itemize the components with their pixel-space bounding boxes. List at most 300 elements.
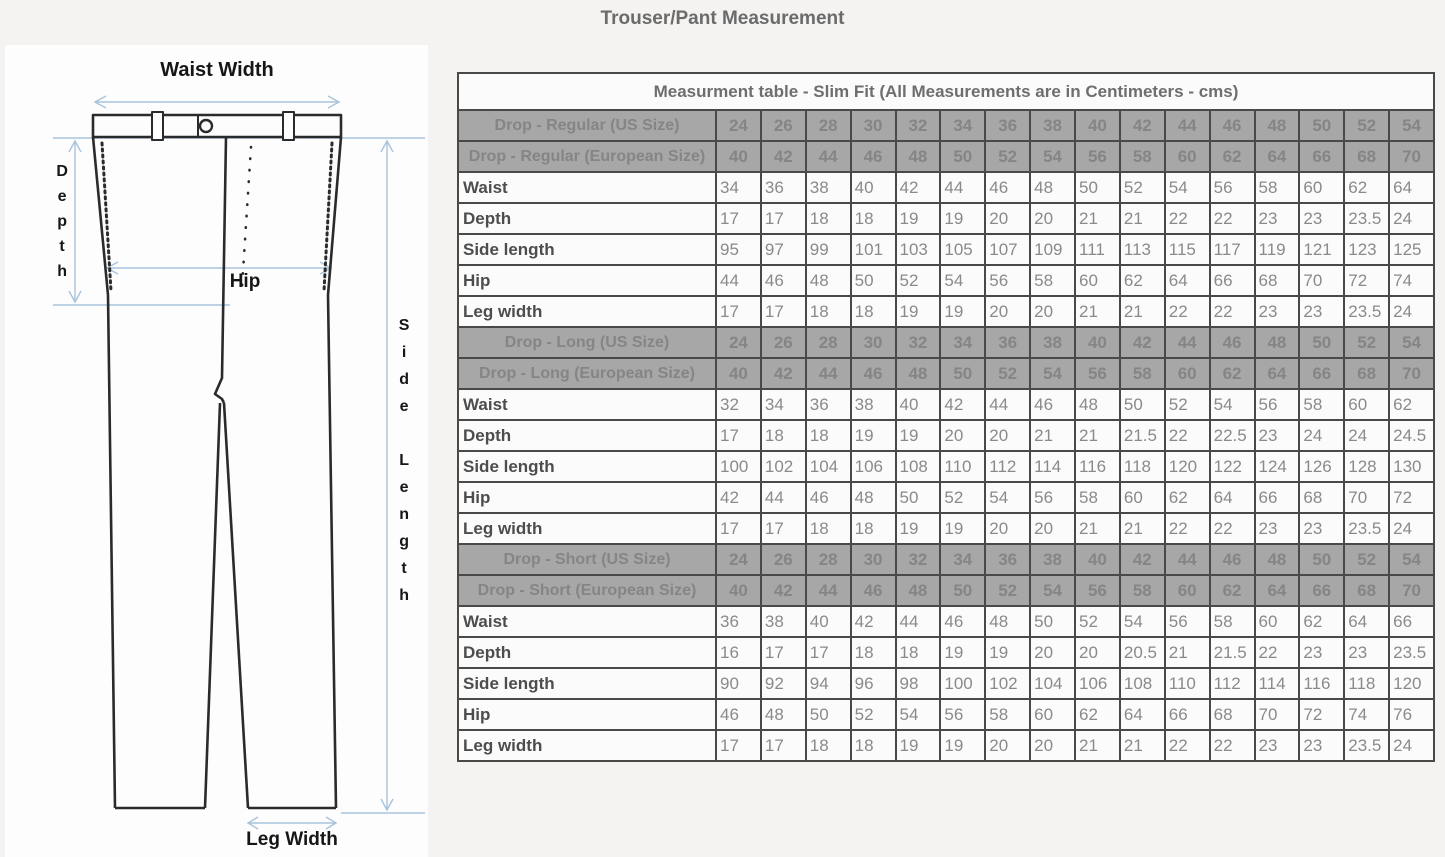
measurement-value-cell: 20 [1030,203,1075,234]
us-size-cell: 54 [1389,544,1434,575]
measurement-value-cell: 19 [940,513,985,544]
eu-size-cell: 54 [1030,141,1075,172]
measurement-value-cell: 108 [896,451,941,482]
measurement-value-cell: 19 [940,296,985,327]
measurement-value-cell: 23 [1255,203,1300,234]
us-size-cell: 46 [1210,327,1255,358]
table-row [458,327,1434,358]
measurement-value-cell: 36 [806,389,851,420]
measurement-row-label: Waist [458,389,716,420]
measurement-value-cell: 50 [1075,172,1120,203]
eu-size-cell: 50 [940,358,985,389]
measurement-row-label: Depth [458,420,716,451]
measurement-value-cell: 20 [940,420,985,451]
measurement-value-cell: 42 [896,172,941,203]
us-size-cell: 50 [1299,544,1344,575]
eu-size-cell: 64 [1255,575,1300,606]
measurement-value-cell: 94 [806,668,851,699]
us-size-cell: 46 [1210,110,1255,141]
measurement-value-cell: 95 [716,234,761,265]
measurement-value-cell: 46 [761,265,806,296]
measurement-value-cell: 54 [940,265,985,296]
us-size-cell: 42 [1120,327,1165,358]
measurement-value-cell: 18 [851,637,896,668]
measurement-value-cell: 46 [806,482,851,513]
table-row [458,358,1434,389]
measurement-value-cell: 24 [1389,203,1434,234]
measurement-value-cell: 68 [1210,699,1255,730]
eu-size-row-label: Drop - Regular (European Size) [458,141,716,172]
us-size-cell: 44 [1165,544,1210,575]
measurement-value-cell: 60 [1344,389,1389,420]
measurement-row-label: Depth [458,637,716,668]
right-outer-seam [328,137,341,808]
measurement-value-cell: 20 [1030,637,1075,668]
table-row [458,699,1434,730]
measurement-value-cell: 17 [716,203,761,234]
eu-size-cell: 48 [896,358,941,389]
measurement-value-cell: 20 [1030,296,1075,327]
leg-width-arrow [248,817,336,829]
eu-size-cell: 66 [1299,575,1344,606]
eu-size-cell: 50 [940,141,985,172]
eu-size-cell: 68 [1344,141,1389,172]
measurement-value-cell: 64 [1210,482,1255,513]
fly-stitch-dotted-line [242,147,251,287]
measurement-value-cell: 20 [1075,637,1120,668]
us-size-cell: 32 [896,327,941,358]
measurement-value-cell: 17 [761,203,806,234]
measurement-value-cell: 96 [851,668,896,699]
measurement-value-cell: 23 [1344,637,1389,668]
eu-size-cell: 58 [1120,141,1165,172]
measurement-value-cell: 20 [985,296,1030,327]
us-size-cell: 24 [716,110,761,141]
measurement-value-cell: 118 [1120,451,1165,482]
eu-size-cell: 46 [851,575,896,606]
us-size-cell: 48 [1255,110,1300,141]
measurement-value-cell: 19 [940,637,985,668]
measurement-value-cell: 50 [851,265,896,296]
measurement-value-cell: 23.5 [1344,513,1389,544]
measurement-value-cell: 24 [1389,730,1434,761]
measurement-value-cell: 22 [1210,296,1255,327]
measurement-value-cell: 20 [985,730,1030,761]
measurement-value-cell: 22 [1165,513,1210,544]
eu-size-cell: 40 [716,358,761,389]
measurement-value-cell: 18 [851,296,896,327]
measurement-value-cell: 56 [1210,172,1255,203]
measurement-value-cell: 44 [985,389,1030,420]
eu-size-cell: 54 [1030,575,1075,606]
us-size-cell: 48 [1255,544,1300,575]
measurement-value-cell: 44 [896,606,941,637]
measurement-value-cell: 34 [761,389,806,420]
measurement-value-cell: 21 [1075,296,1120,327]
us-size-cell: 26 [761,110,806,141]
us-size-cell: 54 [1389,327,1434,358]
measurement-value-cell: 40 [851,172,896,203]
measurement-value-cell: 60 [1299,172,1344,203]
measurement-value-cell: 46 [1030,389,1075,420]
table-row [458,637,1434,668]
left-inseam [205,403,220,808]
measurement-value-cell: 64 [1344,606,1389,637]
measurement-value-cell: 18 [806,203,851,234]
eu-size-cell: 50 [940,575,985,606]
eu-size-cell: 40 [716,141,761,172]
measurement-value-cell: 104 [1030,668,1075,699]
eu-size-cell: 46 [851,358,896,389]
eu-size-cell: 64 [1255,358,1300,389]
measurement-value-cell: 23 [1255,730,1300,761]
measurement-value-cell: 19 [896,513,941,544]
eu-size-cell: 70 [1389,575,1434,606]
measurement-value-cell: 104 [806,451,851,482]
measurement-value-cell: 19 [896,296,941,327]
measurement-value-cell: 34 [716,172,761,203]
measurement-value-cell: 70 [1255,699,1300,730]
measurement-value-cell: 24 [1389,296,1434,327]
measurement-value-cell: 52 [940,482,985,513]
measurement-value-cell: 19 [940,203,985,234]
measurement-value-cell: 108 [1120,668,1165,699]
measurement-value-cell: 20 [985,513,1030,544]
measurement-value-cell: 23 [1299,637,1344,668]
eu-size-cell: 42 [761,141,806,172]
measurement-value-cell: 23.5 [1389,637,1434,668]
measurement-value-cell: 120 [1165,451,1210,482]
table-row [458,668,1434,699]
measurement-value-cell: 54 [896,699,941,730]
diagram-label-waist-width: Waist Width [160,59,274,81]
measurement-value-cell: 116 [1299,668,1344,699]
measurement-value-cell: 18 [806,420,851,451]
measurement-value-cell: 58 [985,699,1030,730]
eu-size-cell: 60 [1165,575,1210,606]
measurement-value-cell: 64 [1165,265,1210,296]
table-row [458,265,1434,296]
measurement-value-cell: 42 [940,389,985,420]
measurement-value-cell: 23.5 [1344,296,1389,327]
us-size-cell: 44 [1165,110,1210,141]
measurement-value-cell: 60 [1075,265,1120,296]
eu-size-cell: 42 [761,358,806,389]
measurement-value-cell: 119 [1255,234,1300,265]
measurement-row-label: Hip [458,699,716,730]
measurement-value-cell: 20 [985,203,1030,234]
measurement-value-cell: 36 [761,172,806,203]
measurement-value-cell: 21 [1120,513,1165,544]
measurement-value-cell: 23 [1299,730,1344,761]
eu-size-cell: 58 [1120,575,1165,606]
measurement-row-label: Depth [458,203,716,234]
measurement-value-cell: 44 [940,172,985,203]
measurement-value-cell: 23.5 [1344,203,1389,234]
us-size-cell: 42 [1120,544,1165,575]
left-outer-seam [93,137,115,808]
us-size-cell: 28 [806,544,851,575]
measurement-row-label: Side length [458,234,716,265]
measurement-value-cell: 21 [1030,420,1075,451]
measurement-value-cell: 113 [1120,234,1165,265]
table-row [458,482,1434,513]
measurement-value-cell: 106 [851,451,896,482]
measurement-value-cell: 19 [851,420,896,451]
measurement-value-cell: 44 [761,482,806,513]
table-row [458,110,1434,141]
us-size-cell: 26 [761,544,806,575]
page-title: Trouser/Pant Measurement [600,8,845,29]
measurement-value-cell: 23 [1255,296,1300,327]
measurement-value-cell: 18 [806,296,851,327]
measurement-value-cell: 66 [1255,482,1300,513]
eu-size-cell: 44 [806,575,851,606]
measurement-row-label: Leg width [458,296,716,327]
measurement-value-cell: 48 [761,699,806,730]
diagram-label-hip: Hip [229,271,261,292]
eu-size-cell: 44 [806,141,851,172]
eu-size-cell: 52 [985,358,1030,389]
us-size-cell: 50 [1299,327,1344,358]
eu-size-cell: 56 [1075,141,1120,172]
measurement-value-cell: 21 [1120,203,1165,234]
measurement-value-cell: 36 [716,606,761,637]
measurement-value-cell: 18 [761,420,806,451]
measurement-value-cell: 18 [851,203,896,234]
measurement-value-cell: 52 [1165,389,1210,420]
eu-size-cell: 56 [1075,575,1120,606]
measurement-value-cell: 19 [985,637,1030,668]
measurement-value-cell: 52 [896,265,941,296]
table-row [458,389,1434,420]
eu-size-cell: 40 [716,575,761,606]
dimension-guides [53,96,425,829]
measurement-value-cell: 62 [1165,482,1210,513]
measurement-value-cell: 18 [851,730,896,761]
eu-size-cell: 66 [1299,141,1344,172]
eu-size-cell: 52 [985,141,1030,172]
measurement-value-cell: 58 [1210,606,1255,637]
table-row [458,451,1434,482]
measurement-value-cell: 19 [896,730,941,761]
measurement-value-cell: 56 [985,265,1030,296]
measurement-value-cell: 100 [716,451,761,482]
belt-loop-left [152,112,163,140]
eu-size-cell: 52 [985,575,1030,606]
us-size-cell: 42 [1120,110,1165,141]
us-size-cell: 24 [716,544,761,575]
measurement-value-cell: 60 [1120,482,1165,513]
measurement-value-cell: 20 [985,420,1030,451]
measurement-table [457,72,1435,762]
measurement-value-cell: 46 [985,172,1030,203]
measurement-value-cell: 52 [851,699,896,730]
measurement-row-label: Leg width [458,730,716,761]
measurement-value-cell: 16 [716,637,761,668]
measurement-value-cell: 109 [1030,234,1075,265]
belt-loop-right [283,112,294,140]
measurement-value-cell: 66 [1389,606,1434,637]
measurement-value-cell: 125 [1389,234,1434,265]
measurement-value-cell: 17 [806,637,851,668]
measurement-value-cell: 120 [1389,668,1434,699]
measurement-value-cell: 54 [1165,172,1210,203]
us-size-cell: 30 [851,110,896,141]
measurement-value-cell: 68 [1255,265,1300,296]
measurement-value-cell: 21.5 [1210,637,1255,668]
measurement-value-cell: 52 [1075,606,1120,637]
measurement-value-cell: 121 [1299,234,1344,265]
measurement-value-cell: 18 [896,637,941,668]
table-row [458,296,1434,327]
measurement-value-cell: 24 [1299,420,1344,451]
us-size-cell: 36 [985,110,1030,141]
measurement-value-cell: 21.5 [1120,420,1165,451]
measurement-value-cell: 46 [940,606,985,637]
measurement-value-cell: 48 [851,482,896,513]
measurement-value-cell: 18 [806,730,851,761]
measurement-row-label: Leg width [458,513,716,544]
measurement-value-cell: 48 [1075,389,1120,420]
us-size-cell: 50 [1299,110,1344,141]
measurement-value-cell: 23.5 [1344,730,1389,761]
measurement-row-label: Waist [458,172,716,203]
measurement-value-cell: 60 [1030,699,1075,730]
table-row [458,730,1434,761]
table-row [458,234,1434,265]
eu-size-cell: 62 [1210,141,1255,172]
us-size-cell: 52 [1344,327,1389,358]
measurement-value-cell: 22 [1210,203,1255,234]
eu-size-cell: 54 [1030,358,1075,389]
measurement-value-cell: 22 [1165,420,1210,451]
measurement-value-cell: 126 [1299,451,1344,482]
measurement-value-cell: 17 [761,513,806,544]
measurement-value-cell: 48 [806,265,851,296]
us-size-cell: 30 [851,327,896,358]
us-size-cell: 24 [716,327,761,358]
measurement-value-cell: 21 [1075,513,1120,544]
measurement-value-cell: 118 [1344,668,1389,699]
measurement-value-cell: 32 [716,389,761,420]
us-size-cell: 34 [940,327,985,358]
measurement-value-cell: 20 [1030,730,1075,761]
us-size-cell: 34 [940,544,985,575]
measurement-value-cell: 42 [851,606,896,637]
measurement-value-cell: 21 [1075,203,1120,234]
us-size-cell: 46 [1210,544,1255,575]
measurement-value-cell: 52 [1120,172,1165,203]
measurement-value-cell: 101 [851,234,896,265]
measurement-value-cell: 107 [985,234,1030,265]
measurement-value-cell: 38 [851,389,896,420]
measurement-value-cell: 23 [1299,513,1344,544]
measurement-value-cell: 44 [716,265,761,296]
measurement-value-cell: 124 [1255,451,1300,482]
measurement-value-cell: 117 [1210,234,1255,265]
us-size-cell: 40 [1075,327,1120,358]
eu-size-cell: 42 [761,575,806,606]
measurement-value-cell: 24 [1344,420,1389,451]
side-length-arrow [381,141,393,810]
measurement-value-cell: 98 [896,668,941,699]
trouser-diagram [5,45,428,857]
eu-size-cell: 64 [1255,141,1300,172]
measurement-value-cell: 103 [896,234,941,265]
measurement-value-cell: 17 [716,730,761,761]
measurement-value-cell: 22.5 [1210,420,1255,451]
measurement-row-label: Side length [458,451,716,482]
us-size-cell: 34 [940,110,985,141]
eu-size-cell: 60 [1165,358,1210,389]
us-size-cell: 28 [806,327,851,358]
measurement-value-cell: 19 [896,420,941,451]
measurement-value-cell: 18 [806,513,851,544]
depth-arrow [69,141,81,302]
measurement-value-cell: 56 [940,699,985,730]
measurement-value-cell: 68 [1299,482,1344,513]
table-row [458,513,1434,544]
eu-size-row-label: Drop - Long (European Size) [458,358,716,389]
us-size-cell: 30 [851,544,896,575]
measurement-value-cell: 115 [1165,234,1210,265]
measurement-value-cell: 66 [1165,699,1210,730]
eu-size-cell: 48 [896,575,941,606]
eu-size-cell: 66 [1299,358,1344,389]
measurement-value-cell: 116 [1075,451,1120,482]
measurement-value-cell: 114 [1030,451,1075,482]
table-row [458,575,1434,606]
measurement-value-cell: 130 [1389,451,1434,482]
measurement-value-cell: 42 [716,482,761,513]
measurement-value-cell: 97 [761,234,806,265]
waistband-shape [93,115,341,137]
measurement-value-cell: 72 [1389,482,1434,513]
us-size-cell: 48 [1255,327,1300,358]
measurement-value-cell: 100 [940,668,985,699]
measurement-value-cell: 58 [1299,389,1344,420]
measurement-value-cell: 23 [1299,203,1344,234]
measurement-value-cell: 102 [985,668,1030,699]
measurement-value-cell: 23 [1299,296,1344,327]
measurement-value-cell: 38 [761,606,806,637]
measurement-value-cell: 23 [1255,513,1300,544]
measurement-value-cell: 62 [1120,265,1165,296]
measurement-value-cell: 21 [1120,730,1165,761]
measurement-value-cell: 17 [761,730,806,761]
measurement-value-cell: 54 [1120,606,1165,637]
measurement-value-cell: 22 [1165,296,1210,327]
measurement-value-cell: 92 [761,668,806,699]
measurement-value-cell: 24.5 [1389,420,1434,451]
measurement-value-cell: 17 [716,420,761,451]
measurement-value-cell: 23 [1255,420,1300,451]
measurement-value-cell: 50 [806,699,851,730]
measurement-value-cell: 50 [1030,606,1075,637]
measurement-value-cell: 24 [1389,513,1434,544]
measurement-value-cell: 112 [1210,668,1255,699]
us-size-cell: 26 [761,327,806,358]
measurement-value-cell: 64 [1120,699,1165,730]
table-row [458,172,1434,203]
measurement-value-cell: 106 [1075,668,1120,699]
measurement-value-cell: 62 [1344,172,1389,203]
measurement-value-cell: 21 [1165,637,1210,668]
measurement-value-cell: 40 [896,389,941,420]
measurement-value-cell: 17 [761,637,806,668]
measurement-value-cell: 102 [761,451,806,482]
